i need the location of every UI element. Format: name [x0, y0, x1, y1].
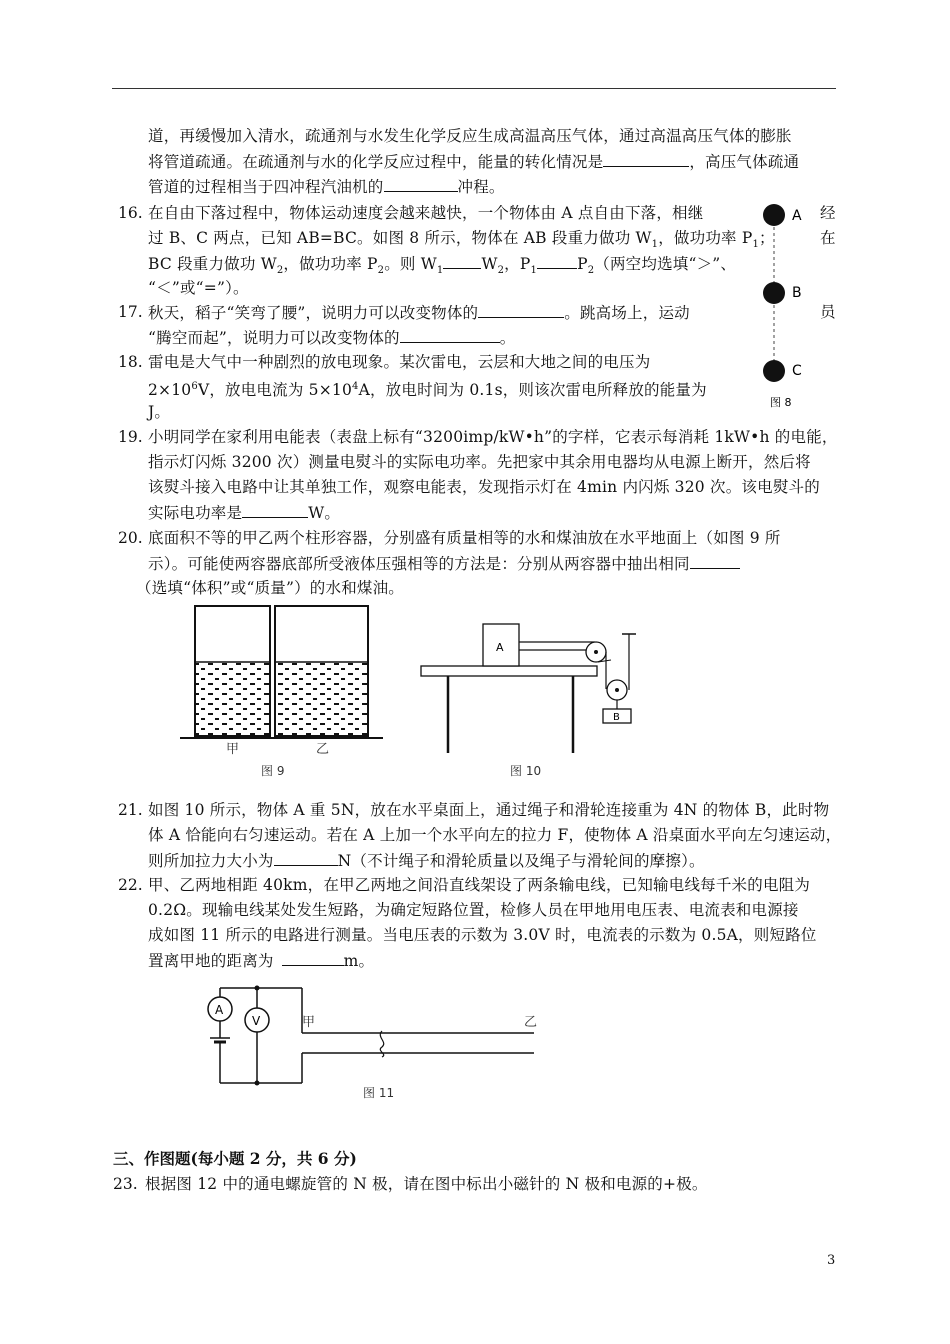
q15-line-2: 将管道疏通。在疏通剂与水的化学反应过程中，能量的转化情况是 ，高压气体疏通 [148, 153, 800, 171]
q16-blank-1[interactable] [443, 253, 481, 269]
q22-blank[interactable] [282, 950, 344, 966]
figure-11-caption: 图 11 [363, 1086, 395, 1100]
q15-blank-2[interactable] [384, 176, 458, 192]
q23-line-1: 根据图 12 中的通电螺旋管的 N 极，请在图中标出小磁针的 N 极和电源的+极。 [145, 1175, 708, 1193]
figure-8-caption: 图 8 [770, 396, 792, 409]
q20-line-2: 示）。可能使两容器底部所受液体压强相等的方法是：分别从两容器中抽出相同 [148, 553, 740, 574]
q21-blank[interactable] [274, 850, 338, 866]
label-yi: 乙 [316, 742, 330, 757]
q19-line-2: 指示灯闪烁 3200 次）测量电熨斗的实际电功率。先把家中其余用电器均从电源上断开，然后将 [148, 453, 811, 471]
q16-line-2-right: 在 [820, 229, 836, 247]
figure-8 [755, 198, 815, 413]
q22-line-4: 置离甲地的距离为 m。 [148, 952, 375, 970]
figure-9-caption: 图 9 [261, 764, 285, 778]
ammeter-label: A [215, 1003, 224, 1017]
q17-blank-2[interactable] [400, 327, 500, 343]
q18-line-2: $2\times 10^6V$，放电电流为 $5\times 10^4A$，放电时间为 0.1s，则该次雷电所释放的能量为 [148, 381, 707, 400]
q22-line-1: 甲、乙两地相距 40km，在甲乙两地之间沿直线架设了两条输电线，已知输电线每千米的电阻为 [148, 876, 811, 894]
q16-blank-2[interactable] [537, 253, 577, 269]
q19-line-3: 该熨斗接入电路中让其单独工作，观察电能表，发现指示灯在 4min 内闪烁 320 次。该电熨斗的 [148, 478, 820, 496]
water-liquid [196, 662, 269, 735]
q16-line-3: BC 段重力做功 $W_2$，做功功率 $P_2$。则 $W_1$ $W_2$，$P_1$ $P_2$（两空均选填“＞”、 [148, 255, 737, 277]
q19-line-1: 小明同学在家利用电能表（表盘上标有“3200imp/kW•h”的字样，它表示每消耗 1kW•h 的电能， [148, 428, 838, 446]
table-top [421, 666, 597, 676]
q16-line-1-right: 经 [820, 204, 836, 222]
q15-blank-1[interactable] [603, 151, 689, 167]
q20-number: 20. [118, 529, 143, 547]
q21-line-1: 如图 10 所示，物体 A 重 5N，放在水平桌面上，通过绳子和滑轮连接重为 4N 的物体 B，此时物 [148, 801, 830, 819]
q21-number: 21. [118, 801, 143, 819]
q16-line-2: 过 B、C 两点，已知 AB=BC。如图 8 所示，物体在 AB 段重力做功 $W_1$，做功功率 $P_1$； [148, 229, 775, 251]
section-3-title: 三、作图题(每小题 2 分，共 6 分) [113, 1149, 357, 1168]
page-number: 3 [827, 1253, 836, 1268]
label-b: B [792, 285, 802, 301]
q19-number: 19. [118, 428, 143, 446]
q17-line-1-right: 员 [820, 303, 836, 321]
label-b: B [613, 712, 620, 723]
q18-number: 18. [118, 353, 143, 371]
figure-9 [178, 600, 388, 780]
q21-line-2: 体 A 恰能向右匀速运动。若在 A 上加一个水平向左的拉力 F，使物体 A 沿桌面水平向左匀速运动， [148, 826, 842, 844]
label-a: A [792, 208, 802, 224]
q16-line-1: 在自由下落过程中，物体运动速度会越来越快，一个物体由 A 点自由下落，相继 [148, 204, 704, 222]
q22-line-3: 成如图 11 所示的电路进行测量。当电压表的示数为 3.0V 时，电流表的示数为 0.5A，则短路位 [148, 926, 817, 944]
label-yi: 乙 [524, 1015, 538, 1030]
header-rule [112, 88, 836, 89]
q15-line-3: 管道的过程相当于四冲程汽油机的 冲程。 [148, 178, 505, 196]
q18-line-1: 雷电是大气中一种剧烈的放电现象。某次雷电，云层和大地之间的电压为 [148, 353, 651, 371]
q17-number: 17. [118, 303, 143, 321]
figure-10 [415, 600, 645, 780]
q20-blank[interactable] [690, 553, 740, 569]
q19-line-4: 实际电功率是 W。 [148, 504, 341, 522]
label-jia: 甲 [226, 742, 240, 757]
q17-line-2: “腾空而起”，说明力可以改变物体的 。 [148, 329, 516, 347]
label-a: A [496, 641, 504, 654]
label-c: C [792, 363, 802, 379]
voltmeter-label: V [252, 1014, 261, 1028]
q17-blank-1[interactable] [478, 302, 564, 318]
q18-line-3: J。 [148, 403, 171, 421]
q15-line-1: 道，再缓慢加入清水，疏通剂与水发生化学反应生成高温高压气体，通过高温高压气体的膨胀 [148, 127, 792, 145]
point-c-ball [763, 360, 785, 382]
q20-line-3: （选填“体积”或“质量”）的水和煤油。 [136, 579, 404, 597]
kerosene-liquid [276, 662, 367, 735]
q16-number: 16. [118, 204, 143, 222]
q23-number: 23. [113, 1175, 138, 1193]
q22-line-2: 0.2Ω。现输电线某处发生短路，为确定短路位置，检修人员在甲地用电压表、电流表和电源接 [148, 901, 799, 919]
q19-blank[interactable] [242, 502, 308, 518]
q17-line-1: 秋天，稻子“笑弯了腰”，说明力可以改变物体的 。跳高场上，运动 [148, 304, 690, 322]
q21-line-3: 则所加拉力大小为 N（不计绳子和滑轮质量以及绳子与滑轮间的摩擦）。 [148, 852, 705, 870]
q22-number: 22. [118, 876, 143, 894]
label-jia: 甲 [302, 1015, 316, 1030]
q16-line-4: “＜”或“=”）。 [148, 279, 249, 297]
figure-11 [198, 980, 548, 1105]
point-a-ball [763, 204, 785, 226]
figure-10-caption: 图 10 [510, 764, 542, 778]
q20-line-1: 底面积不等的甲乙两个柱形容器，分别盛有质量相等的水和煤油放在水平地面上（如图 9 所 [148, 529, 781, 547]
point-b-ball [763, 282, 785, 304]
